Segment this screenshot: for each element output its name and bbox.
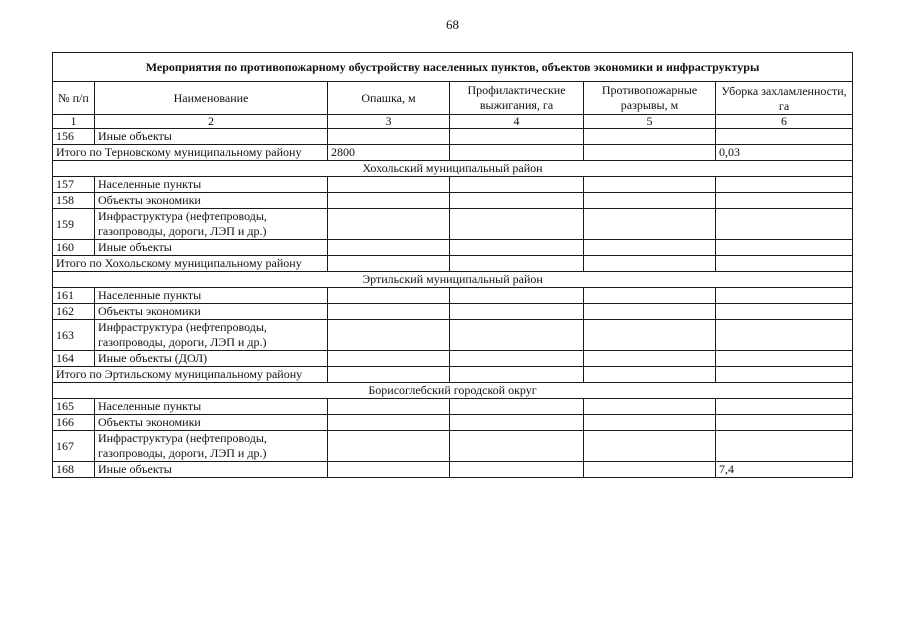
table-row (53, 399, 853, 415)
plowing-value (328, 288, 450, 304)
header-firebreaks: Противопожарные разрывы, м (584, 82, 716, 115)
row-name: Объекты экономики (95, 415, 328, 431)
section-title: Хохольский муниципальный район (53, 161, 853, 177)
burning-value (450, 177, 584, 193)
firebreaks-value (584, 415, 716, 431)
table-row (53, 415, 853, 431)
section-title: Эртильский муниципальный район (53, 272, 853, 288)
burning-value (450, 209, 584, 240)
row-number: 165 (53, 399, 95, 415)
table-row (53, 351, 853, 367)
row-name: Населенные пункты (95, 288, 328, 304)
total-label: Итого по Хохольскому муниципальному району (53, 256, 328, 272)
column-number: 2 (95, 115, 328, 129)
section-row (53, 272, 853, 288)
cleanup-value (716, 367, 853, 383)
table-row (53, 209, 853, 240)
firebreaks-value (584, 145, 716, 161)
burning-value (450, 431, 584, 462)
header-burning: Профилактические выжигания, га (450, 82, 584, 115)
firebreaks-value (584, 288, 716, 304)
cleanup-value: 0,03 (716, 145, 853, 161)
table-title: Мероприятия по противопожарному обустройству населенных пунктов, объектов экономики и инфраструктуры (53, 53, 853, 82)
plowing-value (328, 415, 450, 431)
table-row (53, 193, 853, 209)
column-number: 3 (328, 115, 450, 129)
firebreaks-value (584, 462, 716, 478)
plowing-value (328, 320, 450, 351)
cleanup-value (716, 431, 853, 462)
row-number: 158 (53, 193, 95, 209)
row-name: Объекты экономики (95, 193, 328, 209)
burning-value (450, 399, 584, 415)
cleanup-value: 7,4 (716, 462, 853, 478)
total-label: Итого по Эртильскому муниципальному району (53, 367, 328, 383)
plowing-value: 2800 (328, 145, 450, 161)
header-cleanup: Уборка захламленности, га (716, 82, 853, 115)
plowing-value (328, 399, 450, 415)
row-number: 167 (53, 431, 95, 462)
cleanup-value (716, 351, 853, 367)
row-name: Объекты экономики (95, 304, 328, 320)
cleanup-value (716, 320, 853, 351)
burning-value (450, 367, 584, 383)
table-row (53, 320, 853, 351)
table-row (53, 288, 853, 304)
row-number: 160 (53, 240, 95, 256)
plowing-value (328, 431, 450, 462)
cleanup-value (716, 304, 853, 320)
row-number: 163 (53, 320, 95, 351)
row-name: Инфраструктура (нефтепроводы, газопроводы, дороги, ЛЭП и др.) (95, 209, 328, 240)
burning-value (450, 145, 584, 161)
table-body (53, 129, 853, 478)
burning-value (450, 462, 584, 478)
row-number: 157 (53, 177, 95, 193)
plowing-value (328, 129, 450, 145)
firebreaks-value (584, 431, 716, 462)
cleanup-value (716, 256, 853, 272)
firebreaks-value (584, 240, 716, 256)
column-number: 4 (450, 115, 584, 129)
cleanup-value (716, 240, 853, 256)
plowing-value (328, 177, 450, 193)
firebreaks-value (584, 129, 716, 145)
section-row (53, 161, 853, 177)
burning-value (450, 415, 584, 431)
firebreaks-value (584, 177, 716, 193)
row-number: 166 (53, 415, 95, 431)
total-row (53, 145, 853, 161)
firebreaks-value (584, 209, 716, 240)
firebreaks-value (584, 193, 716, 209)
row-number: 168 (53, 462, 95, 478)
firebreaks-value (584, 399, 716, 415)
plowing-value (328, 367, 450, 383)
burning-value (450, 304, 584, 320)
firebreaks-value (584, 351, 716, 367)
table-row (53, 129, 853, 145)
table-row (53, 431, 853, 462)
total-label: Итого по Терновскому муниципальному району (53, 145, 328, 161)
row-name: Иные объекты (ДОЛ) (95, 351, 328, 367)
table-row (53, 240, 853, 256)
row-name: Инфраструктура (нефтепроводы, газопроводы, дороги, ЛЭП и др.) (95, 431, 328, 462)
header-number: № п/п (53, 82, 95, 115)
plowing-value (328, 193, 450, 209)
table-row (53, 462, 853, 478)
page-number: 68 (446, 17, 459, 32)
column-number: 1 (53, 115, 95, 129)
burning-value (450, 288, 584, 304)
firebreaks-value (584, 320, 716, 351)
firebreaks-value (584, 367, 716, 383)
row-number: 159 (53, 209, 95, 240)
total-row (53, 367, 853, 383)
firebreaks-value (584, 256, 716, 272)
firebreaks-value (584, 304, 716, 320)
column-number: 6 (716, 115, 853, 129)
cleanup-value (716, 399, 853, 415)
table-row (53, 177, 853, 193)
fire-safety-table (52, 52, 853, 478)
plowing-value (328, 351, 450, 367)
row-name: Иные объекты (95, 240, 328, 256)
row-number: 161 (53, 288, 95, 304)
row-number: 164 (53, 351, 95, 367)
row-name: Населенные пункты (95, 177, 328, 193)
header-plowing: Опашка, м (328, 82, 450, 115)
row-name: Иные объекты (95, 129, 328, 145)
burning-value (450, 129, 584, 145)
burning-value (450, 320, 584, 351)
cleanup-value (716, 209, 853, 240)
plowing-value (328, 256, 450, 272)
cleanup-value (716, 177, 853, 193)
cleanup-value (716, 129, 853, 145)
burning-value (450, 193, 584, 209)
section-title: Борисоглебский городской округ (53, 383, 853, 399)
burning-value (450, 240, 584, 256)
row-name: Инфраструктура (нефтепроводы, газопроводы, дороги, ЛЭП и др.) (95, 320, 328, 351)
burning-value (450, 256, 584, 272)
cleanup-value (716, 415, 853, 431)
table-row (53, 304, 853, 320)
plowing-value (328, 462, 450, 478)
header-name: Наименование (95, 82, 328, 115)
plowing-value (328, 304, 450, 320)
row-number: 162 (53, 304, 95, 320)
total-row (53, 256, 853, 272)
plowing-value (328, 209, 450, 240)
plowing-value (328, 240, 450, 256)
row-name: Иные объекты (95, 462, 328, 478)
row-number: 156 (53, 129, 95, 145)
burning-value (450, 351, 584, 367)
section-row (53, 383, 853, 399)
column-number: 5 (584, 115, 716, 129)
row-name: Населенные пункты (95, 399, 328, 415)
cleanup-value (716, 288, 853, 304)
cleanup-value (716, 193, 853, 209)
